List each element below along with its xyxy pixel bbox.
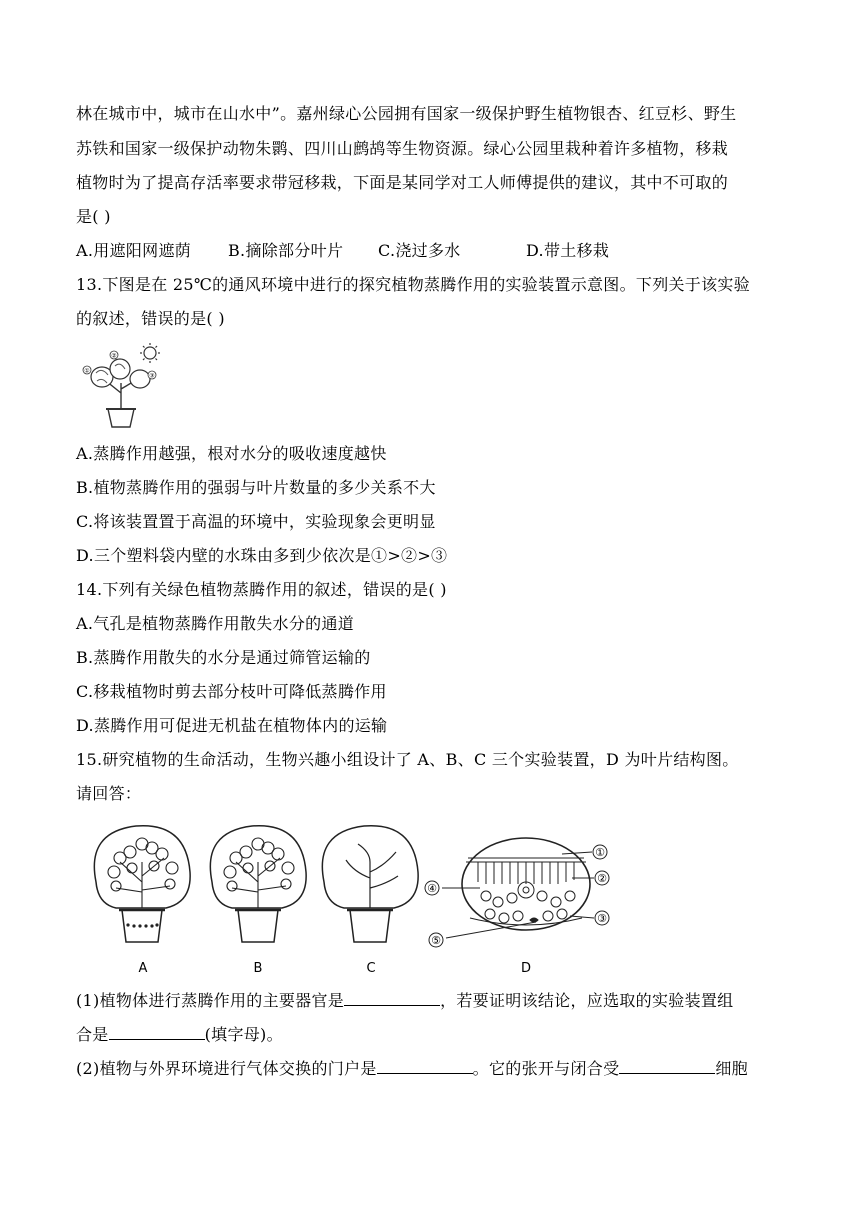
q15-sub2-text-a: (2)植物与外界环境进行气体交换的门户是 <box>76 1059 377 1078</box>
q15-sub2-line1 <box>76 1058 748 1080</box>
q12-options <box>76 240 609 262</box>
q13-option-b[interactable]: B.植物蒸腾作用的强弱与叶片数量的多少关系不大 <box>76 478 436 497</box>
transpiration-apparatus-figure <box>80 343 170 433</box>
option-d[interactable]: D.带土移栽 <box>526 241 610 260</box>
q13-option-a[interactable]: A.蒸腾作用越强，根对水分的吸收速度越快 <box>76 444 387 463</box>
pot-icon <box>108 409 134 427</box>
figure-label-b: B <box>253 961 263 976</box>
q14-option-b[interactable]: B.蒸腾作用散失的水分是通过筛管运输的 <box>76 648 371 667</box>
option-a[interactable]: A.用遮阳网遮荫 <box>76 241 192 260</box>
q15-sub2-text-b: 。它的张开与闭合受 <box>472 1059 620 1078</box>
q15-sub1-text-c: 合是 <box>76 1025 109 1044</box>
q14-option-c[interactable]: C.移栽植物时剪去部分枝叶可降低蒸腾作用 <box>76 682 387 701</box>
leaf-label-2: ② <box>597 872 607 885</box>
q15-sub1-text-b: ，若要证明该结论，应选取的实验装置组 <box>440 991 734 1010</box>
intro-line-3: 植物时为了提高存活率要求带冠移栽，下面是某同学对工人师傅提供的建议，其中不可取的 <box>76 173 729 192</box>
label-2: ② <box>111 352 117 360</box>
q13-stem-2: 的叙述，错误的是( ) <box>76 309 225 328</box>
q13-option-c[interactable]: C.将该装置置于高温的环境中，实验现象会更明显 <box>76 512 436 531</box>
leaf-label-5: ⑤ <box>431 934 441 947</box>
figure-label-a: A <box>138 961 148 976</box>
q14-option-d[interactable]: D.蒸腾作用可促进无机盐在植物体内的运输 <box>76 716 388 735</box>
q15-stem-1: 15.研究植物的生命活动，生物兴趣小组设计了 A、B、C 三个实验装置，D 为叶片结构图。 <box>76 750 739 769</box>
q15-sub1-text-d: (填字母)。 <box>204 1025 283 1044</box>
answer-blank-4[interactable] <box>619 1059 715 1074</box>
option-b[interactable]: B.摘除部分叶片 <box>228 241 344 260</box>
leaf-section-d <box>442 838 594 938</box>
q14-stem: 14.下列有关绿色植物蒸腾作用的叙述，错误的是( ) <box>76 580 447 599</box>
apparatus-b <box>210 826 306 942</box>
label-1: ① <box>84 367 90 375</box>
experiment-figures <box>86 822 626 978</box>
apparatus-a <box>94 826 190 942</box>
label-3: ③ <box>149 372 155 380</box>
apparatus-c <box>322 826 418 942</box>
figure-label-c: C <box>366 961 376 976</box>
bag-2 <box>110 359 130 379</box>
intro-line-4: 是( ) <box>76 207 111 226</box>
q15-sub2-text-c: 细胞 <box>715 1059 748 1078</box>
q13-option-d[interactable]: D.三个塑料袋内壁的水珠由多到少依次是①>②>③ <box>76 546 448 565</box>
leaf-label-4: ④ <box>427 882 437 895</box>
intro-line-1: 林在城市中，城市在山水中”。嘉州绿心公园拥有国家一级保护野生植物银杏、红豆杉、野生 <box>76 104 737 123</box>
leaf-label-3: ③ <box>597 912 607 925</box>
q15-sub1-line2 <box>76 1024 283 1046</box>
bag-3 <box>130 370 150 388</box>
q14-option-a[interactable]: A.气孔是植物蒸腾作用散失水分的通道 <box>76 614 355 633</box>
answer-blank-2[interactable] <box>109 1025 205 1040</box>
answer-blank-3[interactable] <box>377 1059 473 1074</box>
q15-sub1-text-a: (1)植物体进行蒸腾作用的主要器官是 <box>76 991 345 1010</box>
q13-stem-1: 13.下图是在 25℃的通风环境中进行的探究植物蒸腾作用的实验装置示意图。下列关于该实验 <box>76 275 750 294</box>
figure-label-d: D <box>520 961 532 976</box>
option-c[interactable]: C.浇过多水 <box>378 241 461 260</box>
answer-blank-1[interactable] <box>344 991 440 1006</box>
q15-sub1-line1 <box>76 990 733 1012</box>
sun-icon <box>140 343 160 363</box>
leaf-label-1: ① <box>595 846 605 859</box>
q15-stem-2: 请回答： <box>76 784 142 803</box>
intro-line-2: 苏铁和国家一级保护动物朱鹮、四川山鹧鸪等生物资源。绿心公园里栽种着许多植物，移栽 <box>76 139 729 158</box>
